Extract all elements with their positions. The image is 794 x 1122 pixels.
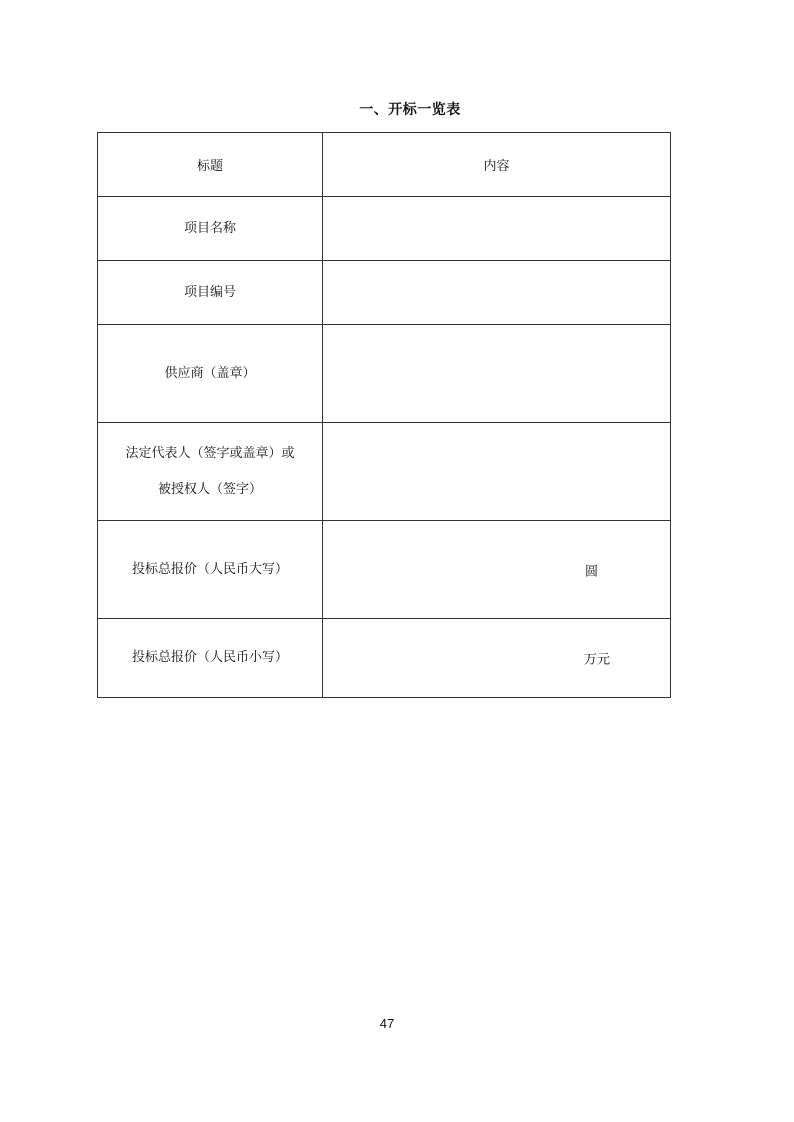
bid-opening-table (97, 132, 671, 698)
supplier-value (323, 325, 671, 423)
total-price-upper-value (323, 521, 671, 619)
project-number-value (323, 261, 671, 325)
total-price-lower-label (98, 619, 323, 698)
label-line: 项目名称 (183, 220, 236, 236)
table-header-row (98, 133, 671, 197)
total-price-lower-value (323, 619, 671, 698)
legal-representative-value (323, 423, 671, 521)
unit-yuan: 圆 (585, 564, 599, 579)
project-number-label (98, 261, 323, 325)
label-line: 投标总报价（人民币大写） (131, 561, 288, 577)
legal-representative-label (98, 423, 323, 521)
header-content-cell: 内容 (323, 133, 671, 197)
label-line: 投标总报价（人民币小写） (131, 650, 288, 665)
table-row (98, 325, 671, 423)
table-row (98, 197, 671, 261)
table-row (98, 423, 671, 521)
project-name-value (323, 197, 671, 261)
header-title-cell: 标题 (98, 133, 323, 197)
total-price-upper-label (98, 521, 323, 619)
label-line: 被授权人（签字） (157, 481, 262, 497)
unit-wan-yuan: 万元 (584, 652, 611, 668)
supplier-label (98, 325, 323, 423)
table-row (98, 521, 671, 619)
page-title: 一、开标一览表 (359, 102, 461, 118)
table-row (98, 261, 671, 325)
label-line: 法定代表人（签字或盖章）或 (125, 445, 295, 461)
page-number: 47 (379, 1016, 395, 1031)
label-line: 项目编号 (183, 284, 236, 300)
table-row (98, 619, 671, 698)
project-name-label (98, 197, 323, 261)
label-line: 供应商（盖章） (164, 365, 256, 381)
